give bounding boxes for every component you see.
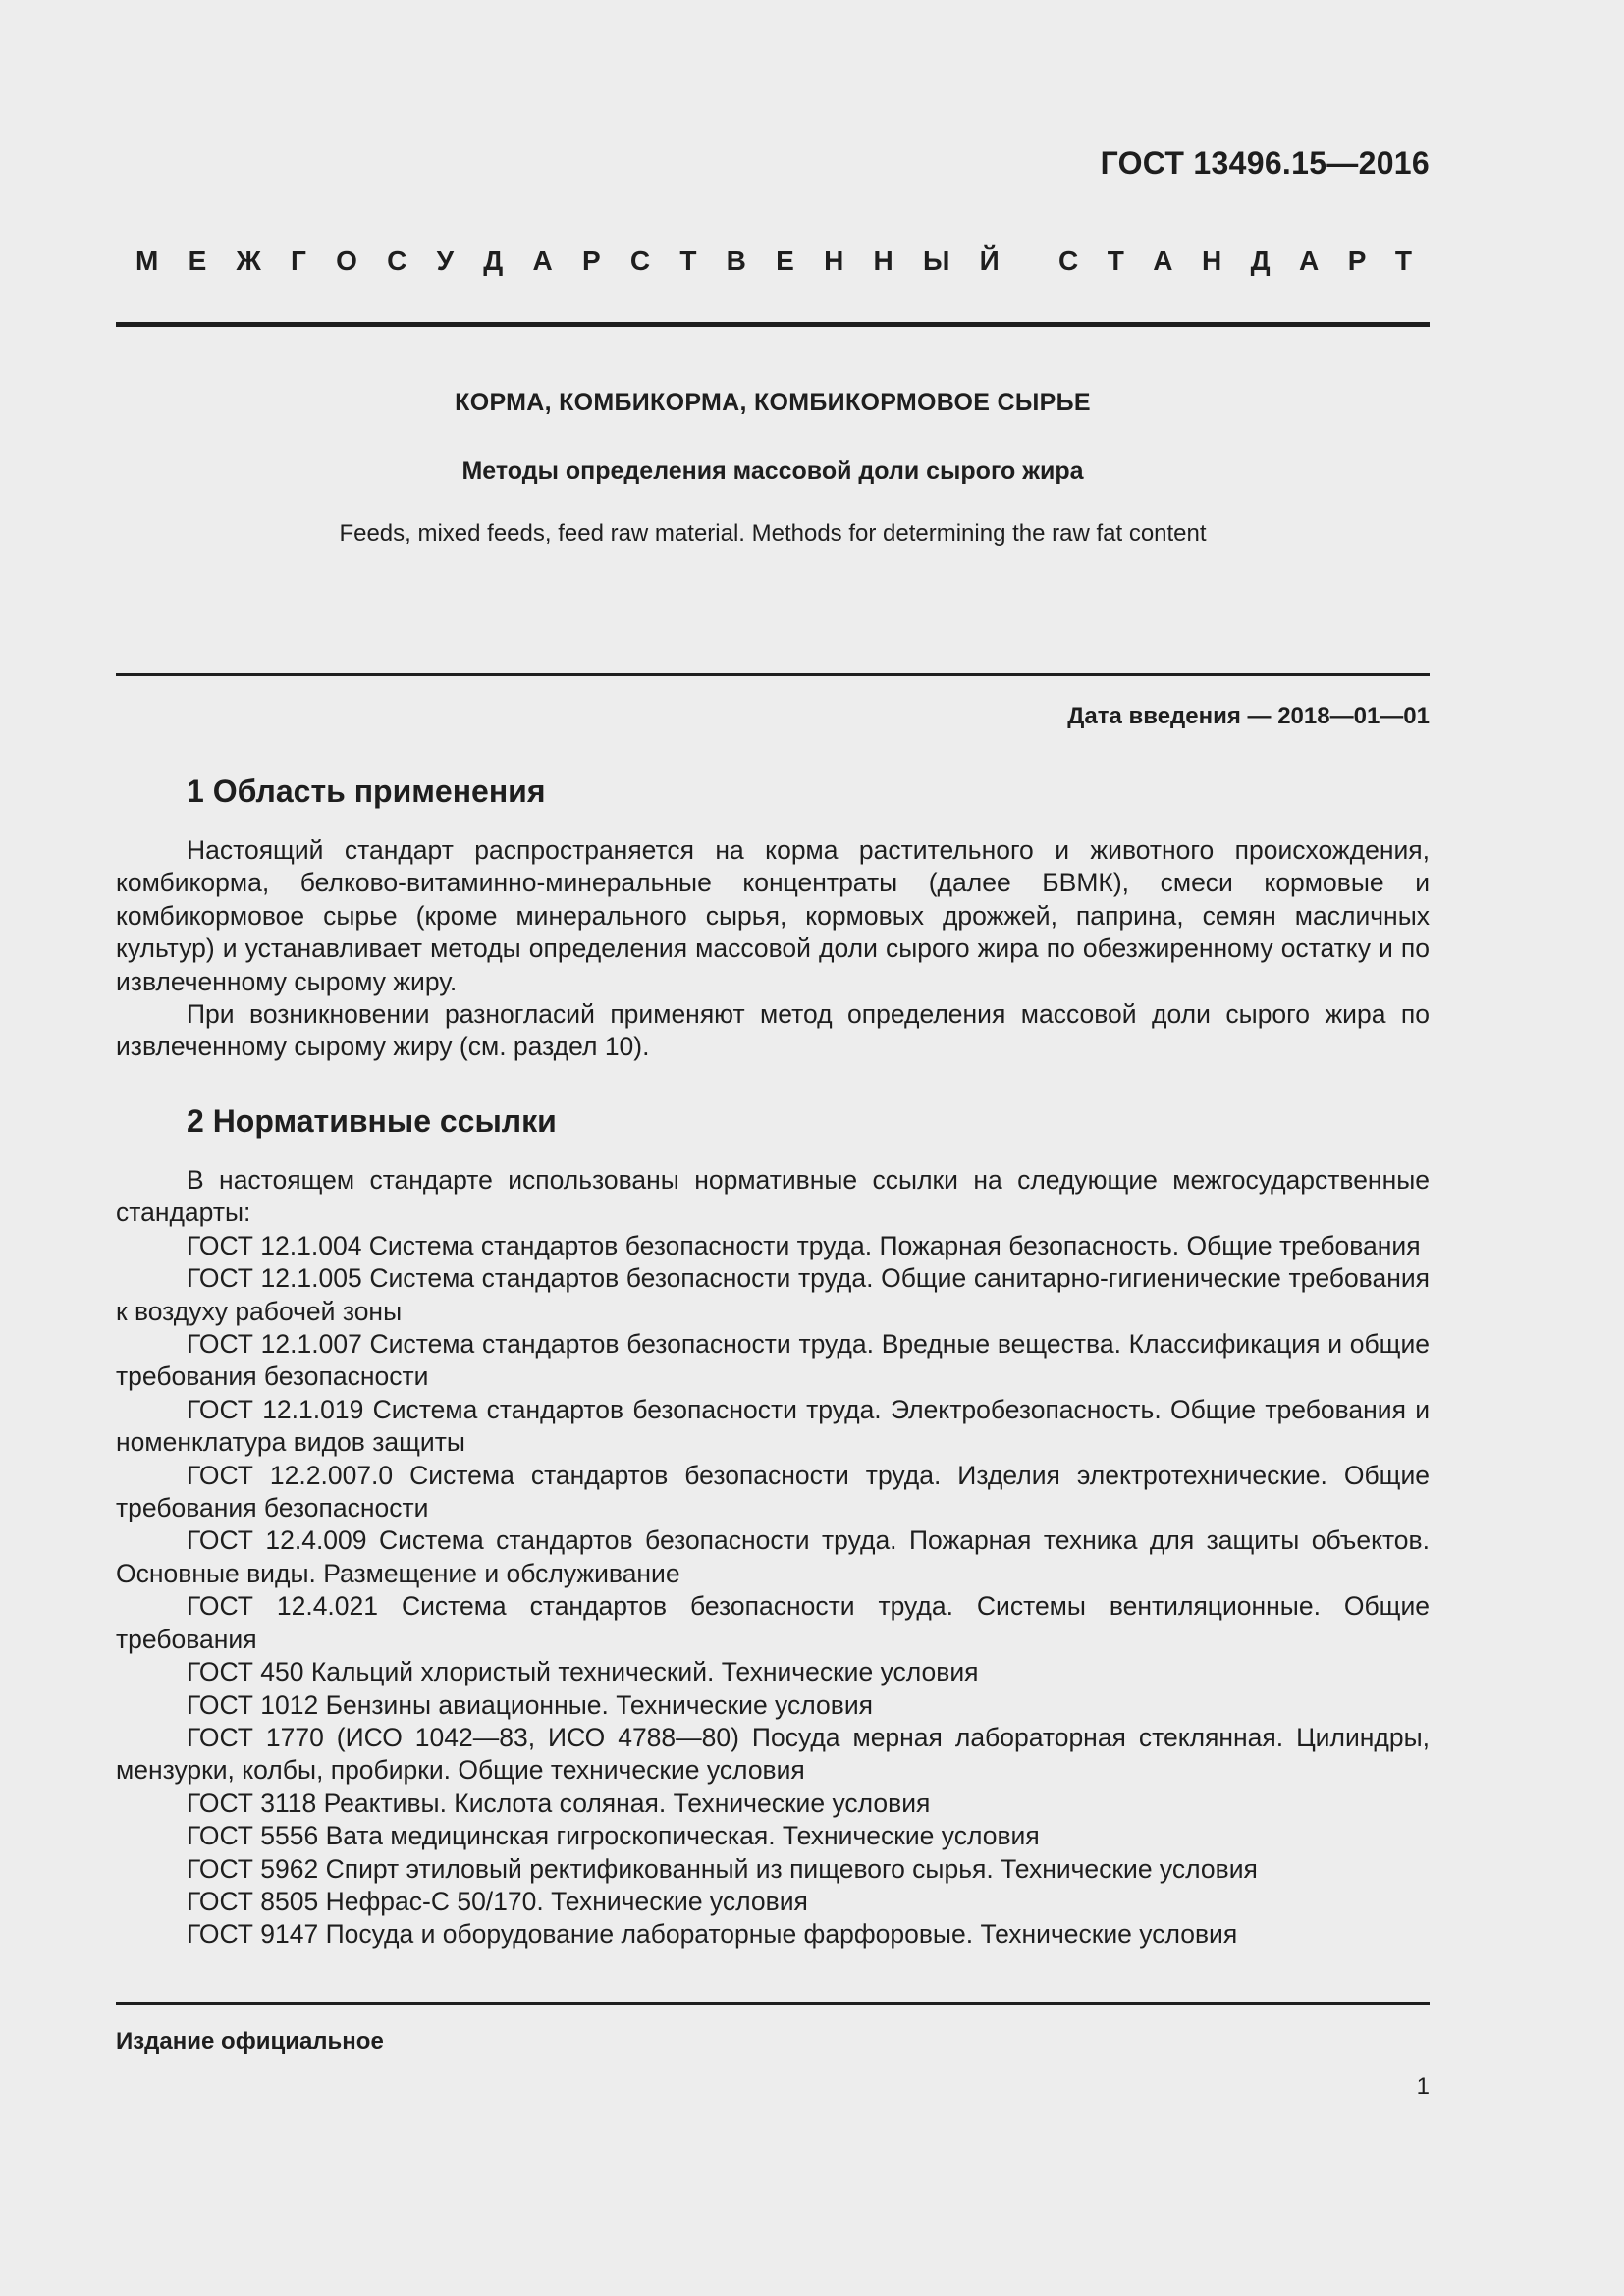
reference-item: ГОСТ 9147 Посуда и оборудование лабораторные фарфоровые. Технические условия	[187, 1919, 1238, 1949]
page-number: 1	[1416, 2073, 1430, 2100]
standard-type-banner	[116, 245, 1430, 277]
section-2-body	[116, 1164, 1430, 1951]
reference-item: ГОСТ 12.1.019 Система стандартов безопасности труда. Электробезопасность. Общие требования и номенклатура видов защиты	[116, 1394, 1430, 1458]
reference-item: ГОСТ 1770 (ИСО 1042—83, ИСО 4788—80) Посуда мерная лабораторная стеклянная. Цилиндры, мензурки, колбы, пробирки. Общие технические условия	[116, 1722, 1430, 1786]
reference-item: ГОСТ 12.4.021 Система стандартов безопасности труда. Системы вентиляционные. Общие требования	[116, 1591, 1430, 1654]
document-title: КОРМА, КОМБИКОРМА, КОМБИКОРМОВОЕ СЫРЬЕ	[455, 389, 1091, 416]
reference-item: ГОСТ 8505 Нефрас-С 50/170. Технические условия	[187, 1886, 808, 1916]
paragraph: При возникновении разногласий применяют метод определения массовой доли сырого жира по извлеченному сырому жиру (см. раздел 10).	[116, 999, 1430, 1062]
introduction-date: Дата введения — 2018—01—01	[1067, 703, 1430, 729]
section-1-body	[116, 834, 1430, 1064]
footer-rule	[116, 2002, 1430, 2005]
section-2-heading: 2 Нормативные ссылки	[187, 1103, 557, 1139]
reference-item: ГОСТ 1012 Бензины авиационные. Технические условия	[187, 1689, 873, 1720]
reference-item: ГОСТ 5962 Спирт этиловый ректификованный из пищевого сырья. Технические условия	[187, 1853, 1258, 1884]
header-rule	[116, 322, 1430, 327]
reference-item: ГОСТ 12.4.009 Система стандартов безопасности труда. Пожарная техника для защиты объектов. Основные виды. Размещение и обслуживание	[116, 1525, 1430, 1588]
document-subtitle: Методы определения массовой доли сырого жира	[461, 457, 1084, 485]
official-edition-label: Издание официальное	[116, 2028, 384, 2055]
paragraph: Настоящий стандарт распространяется на корма растительного и животного происхождения, комбикорма, белково-витаминно-минеральные концентраты (далее БВМК), смеси кормовые и комбикормовое сырье (кроме минерального сырья, кормовых дрожжей, паприна, семян масличных культур) и устанавливает методы определения массовой доли сырого жира по обезжиренному остатку и по извлеченному сырому жиру.	[116, 835, 1430, 996]
reference-item: ГОСТ 12.1.005 Система стандартов безопасности труда. Общие санитарно-гигиенические требования к воздуху рабочей зоны	[116, 1263, 1430, 1326]
reference-item: ГОСТ 450 Кальций хлористый технический. Технические условия	[187, 1657, 979, 1687]
standard-type-word-2: С Т А Н Д А Р Т	[1058, 245, 1412, 276]
reference-item: ГОСТ 12.1.007 Система стандартов безопасности труда. Вредные вещества. Классификация и общие требования безопасности	[116, 1329, 1430, 1392]
reference-item: ГОСТ 5556 Вата медицинская гигроскопическая. Технические условия	[187, 1821, 1040, 1851]
document-number: ГОСТ 13496.15—2016	[1100, 145, 1430, 181]
title-rule	[116, 673, 1430, 676]
paragraph: В настоящем стандарте использованы нормативные ссылки на следующие межгосударственные стандарты:	[116, 1165, 1430, 1228]
reference-item: ГОСТ 3118 Реактивы. Кислота соляная. Технические условия	[187, 1788, 931, 1818]
reference-item: ГОСТ 12.2.007.0 Система стандартов безопасности труда. Изделия электротехнические. Общие требования безопасности	[116, 1460, 1430, 1523]
document-title-english: Feeds, mixed feeds, feed raw material. Methods for determining the raw fat content	[339, 520, 1207, 547]
reference-item: ГОСТ 12.1.004 Система стандартов безопасности труда. Пожарная безопасность. Общие требования	[187, 1230, 1421, 1260]
standard-type-word-1: М Е Ж Г О С У Д А Р С Т В Е Н Н Ы Й	[135, 245, 1000, 276]
section-1-heading: 1 Область применения	[187, 774, 546, 809]
